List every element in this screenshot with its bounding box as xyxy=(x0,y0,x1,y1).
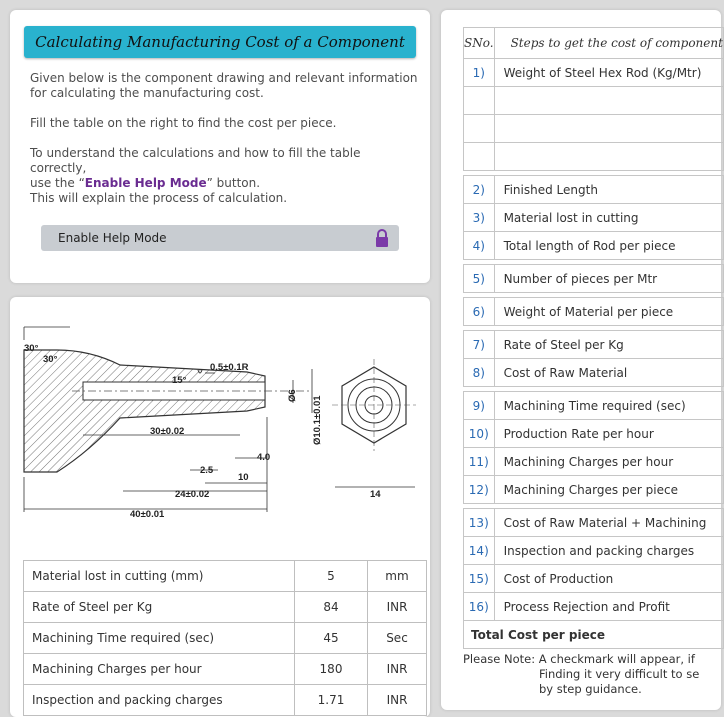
note-text xyxy=(463,652,699,697)
empty-cell xyxy=(494,87,723,115)
step-label: Number of pieces per Mtr xyxy=(494,265,723,293)
note-line xyxy=(463,652,699,667)
table-row xyxy=(24,592,427,623)
step-label: Production Rate per hour xyxy=(494,420,723,448)
row-unit: INR xyxy=(368,654,427,685)
table-row xyxy=(464,87,724,115)
row-label: Material lost in cutting (mm) xyxy=(24,561,295,592)
total-row xyxy=(464,621,724,649)
intro-text-pre: use the “ xyxy=(30,176,85,190)
table-row[interactable] xyxy=(464,537,724,565)
angle-label-30-inner: 30° xyxy=(43,354,58,365)
table-row[interactable] xyxy=(464,448,724,476)
table-row[interactable] xyxy=(464,359,724,387)
header-steps: Steps to get the cost of component xyxy=(494,28,723,59)
intro-text-line xyxy=(30,176,420,191)
step-label: Machining Charges per hour xyxy=(494,448,723,476)
table-row[interactable] xyxy=(464,476,724,504)
table-row xyxy=(24,623,427,654)
step-number: 1) xyxy=(464,59,495,87)
table-row[interactable] xyxy=(464,232,724,260)
step-number: 5) xyxy=(464,265,495,293)
step-label: Machining Charges per piece xyxy=(494,476,723,504)
steps-table xyxy=(463,27,724,649)
step-number: 6) xyxy=(464,298,495,326)
table-row xyxy=(24,561,427,592)
step-number: 10) xyxy=(464,420,495,448)
table-row xyxy=(464,115,724,143)
step-label: Cost of Raw Material xyxy=(494,359,723,387)
dim-label-14: 14 xyxy=(370,489,381,500)
intro-text-line: To understand the calculations and how to fill the table correctly, xyxy=(30,146,361,175)
dim-label-dia10: Ø10.1±0.01 xyxy=(312,395,323,445)
intro-panel xyxy=(10,10,430,283)
step-number: 9) xyxy=(464,392,495,420)
dim-label-dia6: Ø6 xyxy=(287,389,298,402)
note-line-2: Finding it very difficult to se xyxy=(539,667,700,681)
step-label: Machining Time required (sec) xyxy=(494,392,723,420)
row-unit: INR xyxy=(368,592,427,623)
empty-cell xyxy=(494,143,723,171)
row-label: Rate of Steel per Kg xyxy=(24,592,295,623)
row-value: 5 xyxy=(295,561,368,592)
dim-label-4: 4.0 xyxy=(257,452,271,463)
note-line-3: by step guidance. xyxy=(539,682,642,696)
angle-label-15: 15° xyxy=(172,375,187,386)
given-data-table xyxy=(23,560,427,716)
angle-label-30-outer: 30° xyxy=(24,343,39,354)
step-number: 11) xyxy=(464,448,495,476)
header-sno: SNo. xyxy=(464,28,495,59)
step-number: 12) xyxy=(464,476,495,504)
step-number: 14) xyxy=(464,537,495,565)
step-number: 16) xyxy=(464,593,495,621)
step-label: Inspection and packing charges xyxy=(494,537,723,565)
intro-paragraph-3 xyxy=(30,146,420,191)
empty-cell xyxy=(494,115,723,143)
dim-label-24: 24±0.02 xyxy=(175,489,210,500)
dim-label-10: 10 xyxy=(238,472,249,483)
row-unit: mm xyxy=(368,561,427,592)
row-label: Machining Time required (sec) xyxy=(24,623,295,654)
table-row xyxy=(24,654,427,685)
table-row[interactable] xyxy=(464,565,724,593)
row-value: 84 xyxy=(295,592,368,623)
row-value: 45 xyxy=(295,623,368,654)
intro-text-post: ” button. xyxy=(206,176,261,190)
table-row[interactable] xyxy=(464,420,724,448)
total-label: Total Cost per piece xyxy=(464,621,724,649)
step-label: Cost of Raw Material + Machining xyxy=(494,509,723,537)
intro-paragraph-2: Fill the table on the right to find the cost per piece. xyxy=(30,116,337,130)
intro-paragraph-4: This will explain the process of calculation. xyxy=(30,191,288,205)
note-label: Please Note: xyxy=(463,652,536,666)
empty-cell xyxy=(464,115,495,143)
table-header-row xyxy=(464,28,724,59)
table-row[interactable] xyxy=(464,59,724,87)
intro-highlight: Enable Help Mode xyxy=(84,176,207,190)
intro-paragraph-1 xyxy=(30,71,420,101)
step-label: Finished Length xyxy=(494,176,723,204)
table-row[interactable] xyxy=(464,509,724,537)
step-label: Process Rejection and Profit xyxy=(494,593,723,621)
step-label: Cost of Production xyxy=(494,565,723,593)
row-unit: Sec xyxy=(368,623,427,654)
row-value: 1.71 xyxy=(295,685,368,716)
table-row xyxy=(24,685,427,716)
table-row[interactable] xyxy=(464,204,724,232)
step-label: Total length of Rod per piece xyxy=(494,232,723,260)
step-label: Rate of Steel per Kg xyxy=(494,331,723,359)
step-label: Weight of Steel Hex Rod (Kg/Mtr) xyxy=(494,59,723,87)
dim-label-30: 30±0.02 xyxy=(150,426,185,437)
table-row[interactable] xyxy=(464,593,724,621)
page-title: Calculating Manufacturing Cost of a Component xyxy=(24,26,416,58)
intro-text-line: for calculating the manufacturing cost. xyxy=(30,86,264,100)
step-number: 3) xyxy=(464,204,495,232)
row-unit: INR xyxy=(368,685,427,716)
step-number: 2) xyxy=(464,176,495,204)
note-line-1: A checkmark will appear, if xyxy=(538,652,695,666)
help-button-label: Enable Help Mode xyxy=(58,231,167,245)
step-label: Material lost in cutting xyxy=(494,204,723,232)
enable-help-mode-button[interactable] xyxy=(41,225,399,251)
table-row[interactable] xyxy=(464,392,724,420)
radius-label: 0.5±0.1R xyxy=(210,362,249,373)
step-number: 15) xyxy=(464,565,495,593)
step-number: 7) xyxy=(464,331,495,359)
row-label: Machining Charges per hour xyxy=(24,654,295,685)
dim-label-40: 40±0.01 xyxy=(130,509,165,520)
dim-label-2-5: 2.5 xyxy=(200,465,214,476)
intro-text-line: Given below is the component drawing and relevant information xyxy=(30,71,418,85)
row-label: Inspection and packing charges xyxy=(24,685,295,716)
step-number: 13) xyxy=(464,509,495,537)
lock-icon xyxy=(375,229,389,247)
step-label: Weight of Material per piece xyxy=(494,298,723,326)
table-row xyxy=(464,143,724,171)
row-value: 180 xyxy=(295,654,368,685)
step-number: 4) xyxy=(464,232,495,260)
table-row[interactable] xyxy=(464,265,724,293)
table-row[interactable] xyxy=(464,298,724,326)
empty-cell xyxy=(464,87,495,115)
component-drawing-panel xyxy=(10,297,430,717)
empty-cell xyxy=(464,143,495,171)
table-row[interactable] xyxy=(464,331,724,359)
table-row[interactable] xyxy=(464,176,724,204)
steps-panel xyxy=(441,10,721,710)
step-number: 8) xyxy=(464,359,495,387)
